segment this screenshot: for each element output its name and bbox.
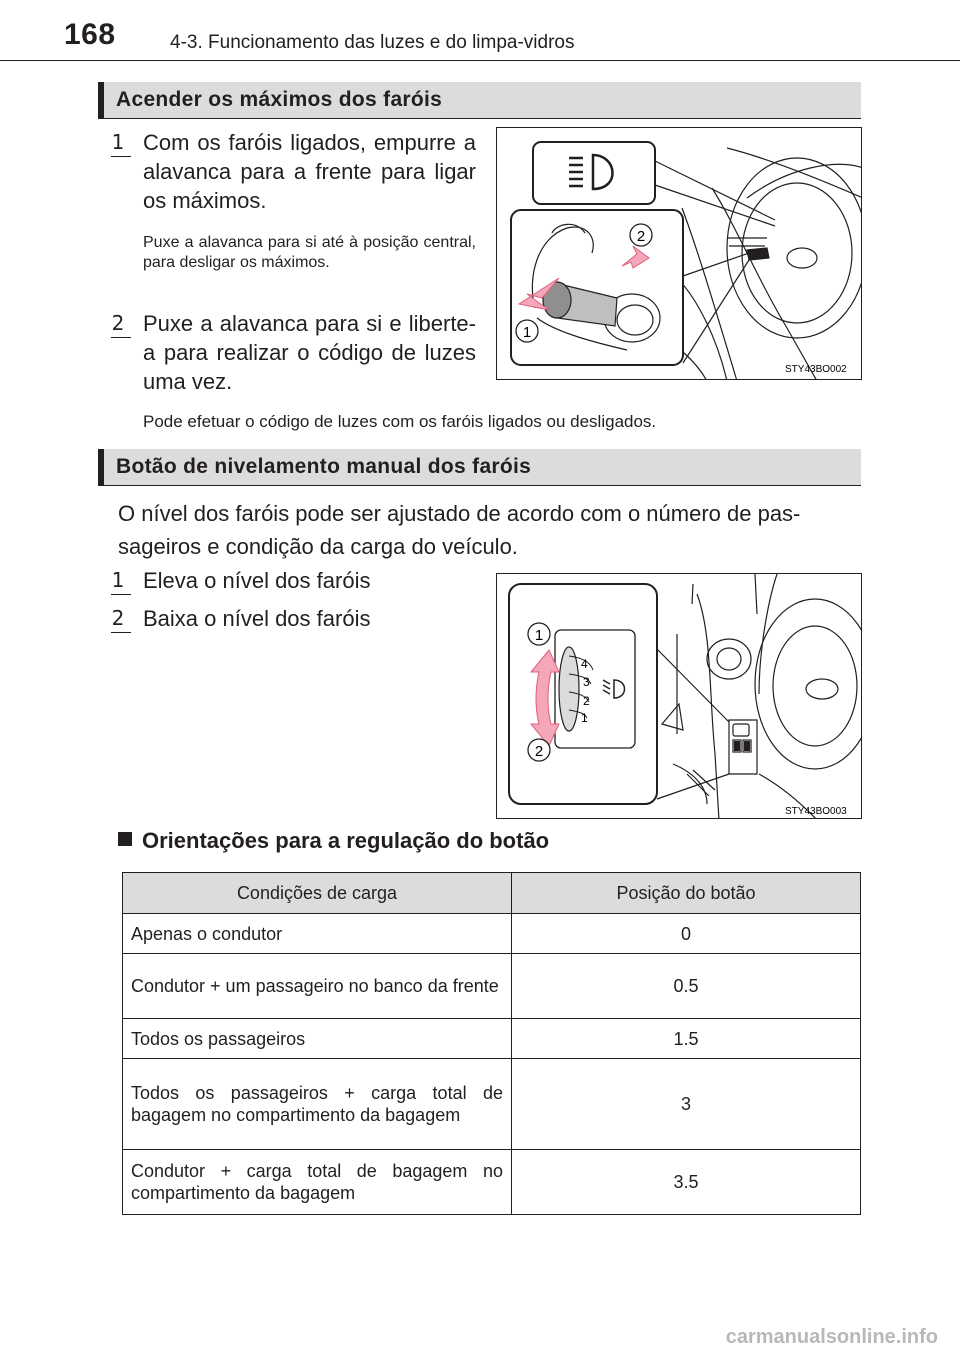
- table-row: [123, 954, 861, 1019]
- table-cell-condition: Apenas o condutor: [123, 914, 512, 954]
- table-row: [123, 1019, 861, 1059]
- dial-label: 1: [581, 711, 588, 725]
- table-row: [123, 1059, 861, 1150]
- table-cell-position: 3: [512, 1059, 861, 1150]
- table-cell-position: 3.5: [512, 1150, 861, 1215]
- figure-callout: 1: [534, 627, 544, 644]
- step2-text: Puxe a alavanca para si e liberte-a para realizar o código de luzes uma vez.: [143, 311, 476, 394]
- item2-text: Baixa o nível dos faróis: [143, 606, 371, 631]
- dial-label: 2: [583, 694, 590, 708]
- step1-text: Com os faróis ligados, empurre a alavanca para a frente para ligar os máximos.: [143, 130, 476, 213]
- guidelines-title: Orientações para a regulação do botão: [142, 828, 550, 853]
- table-row: [123, 1150, 861, 1215]
- section-title: Botão de nivelamento manual dos faróis: [116, 455, 532, 478]
- table-header-cell: Condições de carga: [123, 873, 512, 914]
- figure-callout: 1: [522, 324, 532, 341]
- table-header-cell: Posição do botão: [512, 873, 861, 914]
- section2-intro-line: sageiros e condição da carga do veículo.: [118, 534, 518, 559]
- page-header: [0, 0, 960, 62]
- section-heading-bar: [98, 82, 104, 118]
- section1-note: Pode efetuar o código de luzes com os faróis ligados ou desligados.: [143, 412, 657, 431]
- step-number-badge: 1: [108, 130, 128, 154]
- section-heading-high-beam: [98, 82, 861, 119]
- header-rule: [0, 60, 960, 61]
- section2-intro-line: O nível dos faróis pode ser ajustado de acordo com o número de pas-: [118, 501, 801, 526]
- figure-leveling-dial: [496, 573, 862, 819]
- step1-note: Puxe a alavanca para si até à posição central, para desligar os máximos.: [143, 234, 476, 271]
- dial-label: 4: [581, 657, 588, 671]
- section-heading-leveling: [98, 449, 861, 486]
- figure-callout: 2: [534, 743, 544, 760]
- lever-illustration: [497, 128, 862, 380]
- table-cell-condition: Condutor + carga total de bagagem no compartimento da bagagem: [123, 1150, 512, 1215]
- guidelines-heading: [118, 828, 549, 854]
- section-title: Acender os máximos dos faróis: [116, 88, 443, 111]
- item1-text: Eleva o nível dos faróis: [143, 568, 371, 593]
- section-heading-bar: [98, 449, 104, 485]
- figure-code: STY43BO003: [785, 806, 847, 817]
- step-number-badge: 2: [108, 311, 128, 335]
- table-cell-position: 1.5: [512, 1019, 861, 1059]
- square-bullet-icon: [118, 832, 132, 846]
- figure-headlight-lever: [496, 127, 862, 380]
- item-number-badge: 2: [108, 606, 128, 630]
- watermark: carmanualsonline.info: [725, 1326, 938, 1348]
- page-number: 168: [64, 18, 116, 51]
- load-conditions-table: [122, 872, 861, 1215]
- figure-code: STY43BO002: [785, 364, 847, 375]
- leveling-dial-illustration: [497, 574, 862, 819]
- figure-callout: 2: [636, 228, 646, 245]
- table-cell-condition: Todos os passageiros + carga total de bagagem no compartimento da bagagem: [123, 1059, 512, 1150]
- table-cell-condition: Todos os passageiros: [123, 1019, 512, 1059]
- item-number-badge: 1: [108, 568, 128, 592]
- section2-intro: [118, 497, 863, 563]
- table-cell-position: 0: [512, 914, 861, 954]
- table-cell-condition: Condutor + um passageiro no banco da frente: [123, 954, 512, 1019]
- running-title: 4-3. Funcionamento das luzes e do limpa-vidros: [170, 32, 575, 53]
- table-header-row: [123, 873, 861, 914]
- table-row: [123, 914, 861, 954]
- table-cell-position: 0.5: [512, 954, 861, 1019]
- dial-label: 3: [583, 675, 590, 689]
